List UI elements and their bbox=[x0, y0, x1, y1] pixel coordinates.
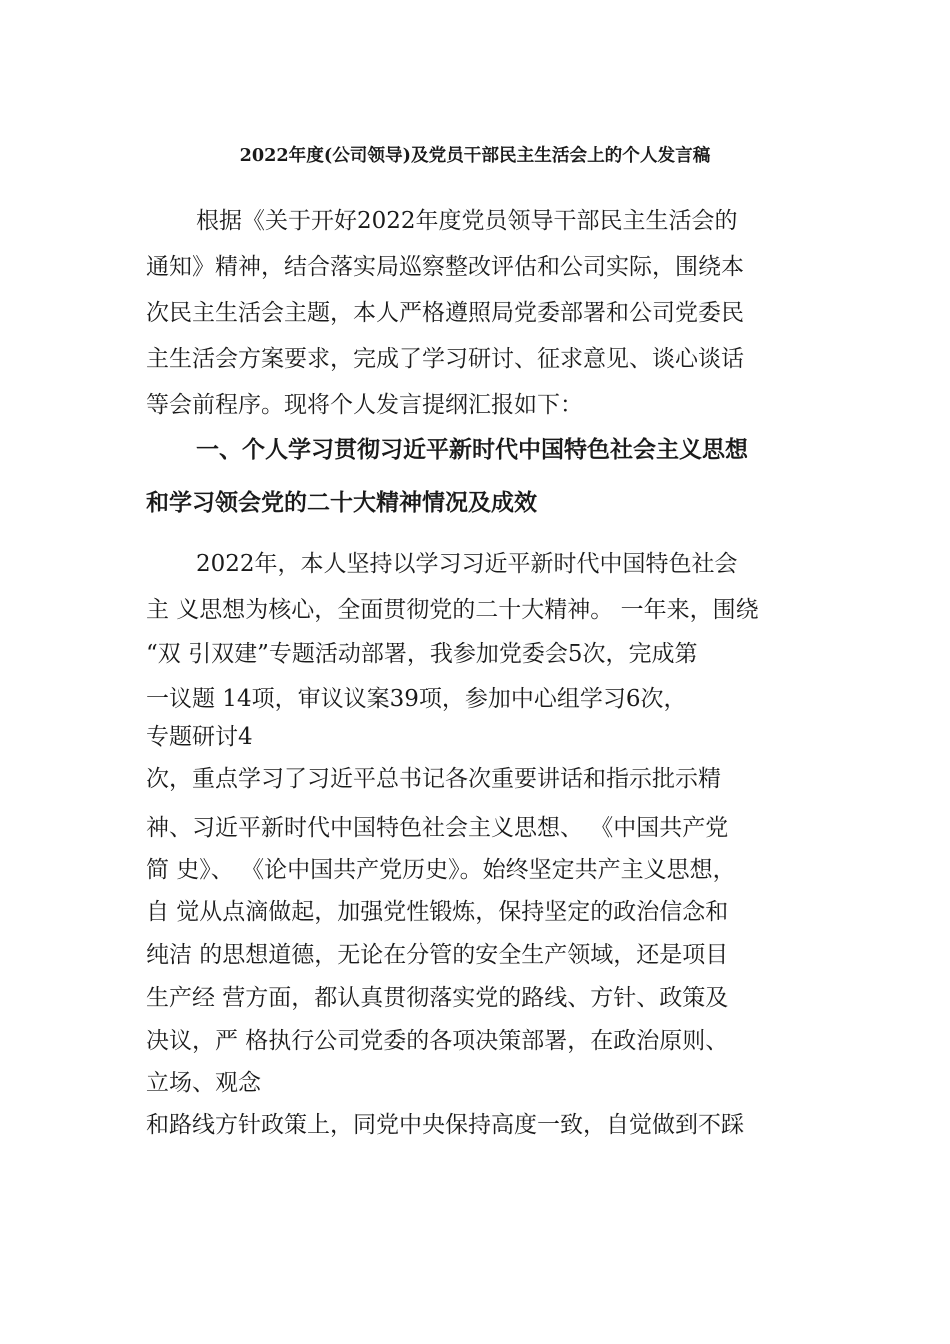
section-heading-line: 一、个人学习贯彻习近平新时代中国特色社会主义思想 bbox=[196, 436, 748, 463]
body-line: 2022年，本人坚持以学习习近平新时代中国特色社会 bbox=[196, 551, 738, 577]
body-line: 主 义思想为核心，全面贯彻党的二十大精神。 一年来，围绕 bbox=[146, 597, 759, 623]
body-line: 专题研讨4 bbox=[146, 724, 253, 750]
body-line: “双 引双建”专题活动部署，我参加党委会5次，完成第 bbox=[146, 641, 698, 667]
body-line: 神、习近平新时代中国特色社会主义思想、 《中国共产党 bbox=[146, 815, 729, 841]
body-line: 和路线方针政策上，同党中央保持高度一致，自觉做到不踩 bbox=[146, 1112, 744, 1138]
intro-line: 次民主生活会主题，本人严格遵照局党委部署和公司党委民 bbox=[146, 300, 744, 326]
body-line: 自 觉从点滴做起，加强党性锻炼，保持坚定的政治信念和 bbox=[146, 899, 729, 925]
document-title: 2022年度(公司领导)及党员干部民主生活会上的个人发言稿 bbox=[239, 145, 711, 166]
intro-line: 等会前程序。现将个人发言提纲汇报如下： bbox=[146, 392, 583, 418]
intro-line: 通知》精神，结合落实局巡察整改评估和公司实际，围绕本 bbox=[146, 254, 744, 280]
body-line: 纯洁 的思想道德，无论在分管的安全生产领域，还是项目 bbox=[146, 942, 729, 968]
body-line: 次，重点学习了习近平总书记各次重要讲话和指示批示精 bbox=[146, 766, 721, 792]
body-line: 简 史》、 《论中国共产党历史》。始终坚定共产主义思想， bbox=[146, 857, 736, 883]
body-line: 生产经 营方面，都认真贯彻落实党的路线、方针、政策及 bbox=[146, 985, 729, 1011]
body-line: 一议题 14项，审议议案39项，参加中心组学习6次， bbox=[146, 686, 687, 712]
intro-line: 根据《关于开好2022年度党员领导干部民主生活会的 bbox=[196, 208, 738, 234]
body-line: 决议，严 格执行公司党委的各项决策部署，在政治原则、 bbox=[146, 1028, 729, 1054]
section-heading-line: 和学习领会党的二十大精神情况及成效 bbox=[146, 489, 537, 516]
body-line: 立场、观念 bbox=[146, 1070, 261, 1096]
intro-line: 主生活会方案要求，完成了学习研讨、征求意见、谈心谈话 bbox=[146, 346, 744, 372]
